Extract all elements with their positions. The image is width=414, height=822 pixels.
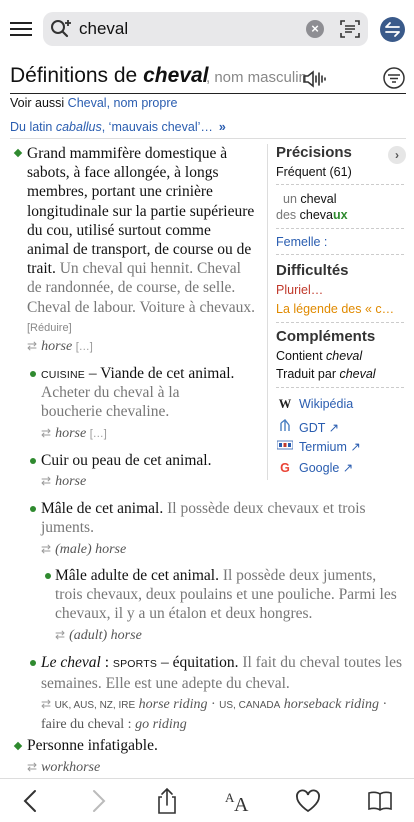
definition-5 bbox=[55, 566, 405, 624]
see-also bbox=[10, 96, 177, 110]
translation-text: (adult) horse bbox=[69, 628, 142, 643]
definition-3 bbox=[41, 451, 261, 470]
part-of-speech: , nom masculin bbox=[206, 69, 307, 86]
favorite-heart-icon[interactable] bbox=[294, 787, 322, 815]
etymology-latin: caballus bbox=[55, 120, 102, 134]
chevron-right-icon[interactable]: » bbox=[218, 120, 226, 134]
translation-5 bbox=[55, 628, 142, 644]
article: un bbox=[283, 192, 301, 206]
bullet-icon bbox=[14, 149, 22, 157]
complement-word: cheval bbox=[339, 367, 376, 381]
chevron-right-icon[interactable]: › bbox=[388, 146, 406, 164]
translation-text: (male) horse bbox=[55, 542, 127, 557]
translation-context: faire du cheval : bbox=[41, 717, 136, 732]
separator: · bbox=[207, 697, 220, 712]
scan-text-icon[interactable] bbox=[338, 17, 362, 41]
google-icon: G bbox=[280, 461, 290, 475]
definition-2-examples bbox=[41, 383, 221, 421]
swap-direction-button[interactable] bbox=[380, 17, 405, 42]
search-add-icon[interactable] bbox=[49, 17, 73, 41]
definition-text: – équitation. bbox=[157, 654, 239, 671]
etymology-link[interactable] bbox=[10, 120, 226, 134]
svg-text:A: A bbox=[234, 794, 249, 815]
translation-text: horse bbox=[55, 426, 87, 441]
definition-text: Personne infatigable. bbox=[27, 737, 158, 754]
translation-arrow-icon: ⇄ bbox=[41, 697, 52, 711]
translation-text: workhorse bbox=[41, 760, 101, 775]
region-label: UK, AUS, NZ, IRE bbox=[54, 700, 136, 711]
complements-title[interactable]: Compléments bbox=[276, 328, 376, 345]
singular-form bbox=[283, 192, 337, 206]
more-link[interactable]: […] bbox=[89, 428, 107, 440]
forward-icon[interactable] bbox=[84, 787, 112, 815]
definition-examples: Il possède deux chevaux et trois juments. bbox=[41, 500, 366, 537]
external-link-icon: ↗ bbox=[342, 461, 354, 475]
definition-6 bbox=[41, 653, 403, 693]
bullet-icon bbox=[30, 506, 36, 512]
divider bbox=[276, 228, 404, 229]
definition-1 bbox=[27, 144, 255, 338]
translation-2 bbox=[41, 426, 107, 442]
difficulty-item[interactable]: La légende des « c… bbox=[276, 302, 395, 316]
translation-arrow-icon: ⇄ bbox=[41, 426, 52, 440]
translation-1 bbox=[27, 339, 93, 355]
form-stem: cheva bbox=[299, 208, 333, 222]
text-size-icon[interactable] bbox=[224, 787, 252, 815]
form-ending: ux bbox=[333, 208, 348, 222]
article: des bbox=[276, 208, 300, 222]
title-prefix: Définitions de bbox=[10, 64, 144, 87]
translation-text: go riding bbox=[135, 717, 187, 732]
complement-label: Contient bbox=[276, 349, 327, 363]
bottom-toolbar bbox=[0, 778, 414, 822]
definition-text: Grand mammifère domestique à sabots, à face allongée, à longs membres, portant une crinière longitudinale sur la partie supérieure du cou, utilisé surtout comme animal de transport, de course ou de trait. bbox=[27, 145, 255, 278]
region-label: US, CANADA bbox=[219, 700, 281, 711]
definition-4 bbox=[41, 499, 401, 537]
plural-form bbox=[276, 208, 348, 222]
definition-examples: Un cheval qui hennit. Cheval de randonnée, de course, de selle. Cheval de labour. Voiture à chevaux. bbox=[27, 260, 255, 316]
termium-link[interactable] bbox=[276, 439, 361, 454]
precisions-title[interactable]: Précisions bbox=[276, 144, 352, 161]
translation-4 bbox=[41, 542, 126, 558]
complement-item[interactable] bbox=[276, 349, 362, 363]
search-field[interactable] bbox=[43, 12, 368, 46]
external-link-icon: ↗ bbox=[328, 421, 340, 435]
domain-label: CUISINE bbox=[41, 369, 85, 381]
frequency: Fréquent (61) bbox=[276, 165, 352, 179]
dictionary-book-icon[interactable] bbox=[366, 787, 394, 815]
headword: cheval bbox=[143, 64, 209, 87]
clear-search-icon[interactable]: × bbox=[306, 20, 324, 38]
translation-arrow-icon: ⇄ bbox=[55, 628, 66, 642]
translation-arrow-icon: ⇄ bbox=[27, 760, 38, 774]
termium-icon bbox=[276, 439, 294, 454]
more-link[interactable]: […] bbox=[75, 341, 93, 353]
feminine-link[interactable]: Femelle : bbox=[276, 235, 328, 249]
gdt-link[interactable] bbox=[276, 418, 339, 435]
link-label: GDT bbox=[299, 421, 326, 435]
menu-icon[interactable] bbox=[10, 22, 32, 40]
page-title bbox=[10, 64, 208, 88]
divider bbox=[10, 138, 406, 139]
link-label: Termium bbox=[299, 440, 347, 454]
bullet-icon bbox=[30, 371, 36, 377]
complement-word: cheval bbox=[326, 349, 363, 363]
see-also-link[interactable]: Cheval, nom propre bbox=[67, 96, 178, 110]
back-icon[interactable] bbox=[17, 787, 45, 815]
divider bbox=[276, 387, 404, 388]
divider bbox=[276, 184, 404, 185]
difficultes-title[interactable]: Difficultés bbox=[276, 262, 349, 279]
translation-arrow-icon: ⇄ bbox=[27, 339, 38, 353]
external-link-icon: ↗ bbox=[350, 440, 361, 454]
wikipedia-icon: W bbox=[278, 397, 292, 411]
share-icon[interactable] bbox=[153, 787, 181, 815]
etymology-text: Du latin bbox=[10, 120, 56, 134]
translation-3 bbox=[41, 474, 86, 490]
bullet-icon bbox=[30, 660, 36, 666]
wikipedia-link[interactable] bbox=[276, 397, 353, 412]
divider bbox=[276, 254, 404, 255]
definition-text: Cuir ou peau de cet animal. bbox=[41, 452, 212, 469]
divider bbox=[276, 322, 404, 323]
translation-arrow-icon: ⇄ bbox=[41, 542, 52, 556]
filter-icon[interactable] bbox=[382, 66, 406, 90]
speaker-icon[interactable] bbox=[302, 68, 326, 90]
definition-text: Mâle de cet animal. bbox=[41, 500, 164, 517]
side-panel bbox=[267, 144, 407, 480]
see-also-label: Voir aussi bbox=[10, 96, 68, 110]
translation-text: horseback riding bbox=[283, 697, 380, 712]
difficulty-item[interactable]: Pluriel… bbox=[276, 283, 324, 297]
translation-text: horse riding bbox=[138, 697, 208, 712]
entry-header bbox=[10, 62, 406, 96]
gdt-icon bbox=[276, 418, 294, 435]
definition-text: Mâle adulte de cet animal. bbox=[55, 567, 219, 584]
svg-text:A: A bbox=[225, 790, 235, 805]
etymology-gloss: , ‘mauvais cheval’… bbox=[101, 120, 213, 134]
complement-label: Traduit par bbox=[276, 367, 340, 381]
bullet-icon bbox=[45, 573, 51, 579]
link-label: Wikipédia bbox=[299, 397, 354, 411]
domain-label: SPORTS bbox=[112, 658, 158, 670]
definition-examples: Il possède deux juments, trois chevaux, deux poulains et une pouliche. Parmi les chevaux, il y a un étalon et deux hongres. bbox=[55, 567, 397, 623]
definition-examples: Acheter du cheval à la boucherie chevaline. bbox=[41, 384, 180, 421]
top-bar bbox=[0, 0, 414, 60]
google-link[interactable] bbox=[276, 460, 353, 475]
definition-text: – Viande de cet animal. bbox=[85, 365, 235, 382]
complement-item[interactable] bbox=[276, 367, 376, 381]
bullet-icon bbox=[14, 742, 22, 750]
definition-7 bbox=[27, 736, 327, 755]
definition-examples: Il fait du cheval toutes les semaines. Elle est une adepte du cheval. bbox=[41, 654, 403, 693]
header-divider bbox=[10, 93, 406, 94]
separator: · bbox=[379, 697, 388, 712]
translation-text: horse bbox=[41, 339, 73, 354]
form: cheval bbox=[300, 192, 337, 206]
link-label: Google bbox=[299, 461, 340, 475]
arrow-swap-icon bbox=[380, 17, 405, 42]
reduce-link[interactable]: [Réduire] bbox=[27, 321, 72, 334]
translation-arrow-icon: ⇄ bbox=[41, 474, 52, 488]
bullet-icon bbox=[30, 458, 36, 464]
colon: : bbox=[100, 654, 113, 671]
translation-6 bbox=[41, 695, 403, 734]
search-query[interactable]: cheval bbox=[79, 19, 129, 38]
translation-7 bbox=[27, 760, 100, 776]
phrase: Le cheval bbox=[41, 654, 101, 671]
translation-text: horse bbox=[55, 474, 87, 489]
